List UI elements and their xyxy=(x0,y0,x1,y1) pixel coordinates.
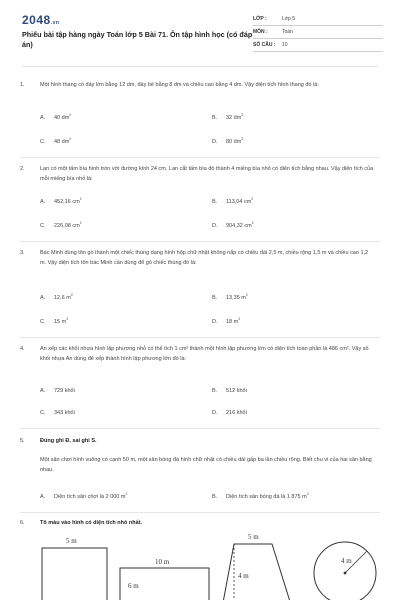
logo-text: 2048 xyxy=(22,13,51,27)
q4-option-a[interactable] xyxy=(40,388,75,394)
option-sup: 2 xyxy=(69,137,72,141)
option-letter: B. xyxy=(212,294,218,301)
question-5-body xyxy=(20,455,380,475)
q2-option-a[interactable] xyxy=(40,197,82,205)
option-letter: A. xyxy=(40,493,46,500)
option-value: 113,04 cm xyxy=(226,198,252,205)
q3-option-a[interactable] xyxy=(40,293,73,301)
q6-figures xyxy=(0,530,400,600)
question-6 xyxy=(20,518,380,528)
option-letter: C. xyxy=(40,318,46,325)
question-divider xyxy=(20,337,380,338)
option-sup: 2 xyxy=(66,317,69,321)
trapezoid-height-label: 4 m xyxy=(238,572,249,580)
question-heading: Tô màu vào hình có diện tích nhỏ nhất. xyxy=(40,520,143,526)
rectangle-length-label: 10 m xyxy=(155,558,170,566)
square-side-label: 5 m xyxy=(66,537,77,545)
question-number: 4. xyxy=(20,346,25,352)
q1-option-a[interactable] xyxy=(40,113,71,121)
option-sup: 2 xyxy=(69,113,72,117)
trapezoid-top-label: 5 m xyxy=(248,533,259,541)
option-letter: D. xyxy=(212,222,218,229)
q2-option-d[interactable] xyxy=(212,221,254,229)
option-letter: D. xyxy=(212,138,218,145)
option-value: 729 khối xyxy=(54,388,75,394)
option-letter: C. xyxy=(40,410,46,416)
option-value: 216 khối xyxy=(226,410,247,416)
q1-option-d[interactable] xyxy=(212,137,243,145)
question-divider xyxy=(20,241,380,242)
q4-option-c[interactable] xyxy=(40,410,75,416)
question-text: Lan có một tấm bìa hình tròn với đường kính 24 cm. Lan cắt tấm bìa đó thành 4 miếng bìa nhỏ có diện tích bằng nhau. Vậy diện tích của mỗi miếng bìa nhỏ là: xyxy=(40,166,374,182)
question-divider xyxy=(20,512,380,513)
option-letter: A. xyxy=(40,388,46,394)
question-4 xyxy=(20,344,380,364)
meta-label: SỐ CÂU : xyxy=(253,42,276,48)
meta-row-class xyxy=(253,13,383,26)
site-logo[interactable] xyxy=(22,13,59,27)
option-sup: 2 xyxy=(125,492,128,496)
option-value: 48 dm xyxy=(54,138,70,145)
option-letter: A. xyxy=(40,198,46,205)
option-letter: A. xyxy=(40,294,46,301)
q2-option-c[interactable] xyxy=(40,221,82,229)
question-2 xyxy=(20,164,380,184)
question-heading: Đúng ghi Đ, sai ghi S. xyxy=(40,438,97,444)
option-letter: D. xyxy=(212,318,218,325)
option-sup: 2 xyxy=(79,221,82,225)
q4-option-b[interactable] xyxy=(212,388,247,394)
option-value: 226,08 cm xyxy=(54,222,80,229)
q5-statement-b[interactable] xyxy=(212,492,309,500)
question-number: 6. xyxy=(20,520,25,526)
q1-option-b[interactable] xyxy=(212,113,243,121)
meta-label: MÔN : xyxy=(253,29,268,35)
q3-option-d[interactable] xyxy=(212,317,240,325)
option-sup: 2 xyxy=(241,137,244,141)
q3-option-c[interactable] xyxy=(40,317,68,325)
meta-row-question-count xyxy=(253,39,383,52)
question-number: 5. xyxy=(20,438,25,444)
question-text: An xếp các khối nhựa hình lập phương nhỏ có thể tích 1 cm³ thành một hình lập phương lớn có diện tích toàn phần là 486 cm². Vậy số khối nhựa An dùng để xếp thành hình lập phương lớn đó là: xyxy=(40,346,369,362)
question-divider xyxy=(20,157,380,158)
option-sup: 2 xyxy=(241,113,244,117)
circle-shape[interactable] xyxy=(314,542,376,600)
circle-radius-label: 4 m xyxy=(341,557,352,565)
question-5 xyxy=(20,436,380,446)
question-text: Bác Minh dùng tôn gò thành một chiếc thùng dạng hình hộp chữ nhật không nắp có chiều dài 2,5 m, chiều rộng 1,5 m và chiều cao 1,2 m. Vậy diện tích tôn bác Minh cần dùng để gò chiếc thùng đó là: xyxy=(40,250,369,266)
rectangle-shape[interactable] xyxy=(120,558,209,600)
square-shape[interactable] xyxy=(42,537,107,600)
worksheet-title: Phiếu bài tập hàng ngày Toán lớp 5 Bài 71. Ôn tập hình học (có đáp án) xyxy=(22,30,253,49)
option-letter: C. xyxy=(40,138,46,145)
question-3 xyxy=(20,248,380,268)
header-divider xyxy=(22,66,378,67)
worksheet-header xyxy=(0,0,400,64)
option-sup: 2 xyxy=(238,317,241,321)
option-sup: 2 xyxy=(306,492,309,496)
option-value: 80 dm xyxy=(226,138,242,145)
option-letter: B. xyxy=(212,198,218,205)
q5-statement-a[interactable] xyxy=(40,492,127,500)
option-letter: C. xyxy=(40,222,46,229)
shapes-figure xyxy=(0,530,400,600)
option-sup: 2 xyxy=(251,197,254,201)
question-1 xyxy=(20,80,380,90)
meta-value: Toán xyxy=(282,29,293,35)
option-sup: 2 xyxy=(70,293,73,297)
meta-row-subject xyxy=(253,26,383,39)
option-value: 904,32 cm xyxy=(226,222,252,229)
question-divider xyxy=(20,428,380,429)
option-value: 343 khối xyxy=(54,410,75,416)
question-text: Một hình thang có đáy lớn bằng 12 dm, đáy bé bằng 8 dm và chiều cao bằng 4 dm. Vậy diện tích hình thang đó là: xyxy=(40,82,319,88)
option-value: 18 m xyxy=(226,318,239,325)
option-value: 452,16 cm xyxy=(54,198,80,205)
option-letter: B. xyxy=(212,493,218,500)
q2-option-b[interactable] xyxy=(212,197,253,205)
option-sup: 2 xyxy=(245,293,248,297)
option-letter: B. xyxy=(212,388,218,394)
trapezoid-shape[interactable] xyxy=(222,533,292,600)
logo-suffix: .vn xyxy=(50,20,60,26)
worksheet-meta xyxy=(253,13,383,52)
option-value: 13,35 m xyxy=(226,294,246,301)
option-letter: A. xyxy=(40,114,46,121)
option-value: 40 dm xyxy=(54,114,70,121)
option-letter: B. xyxy=(212,114,218,121)
option-value: 12,6 m xyxy=(54,294,71,301)
question-number: 3. xyxy=(20,250,25,256)
q4-option-d[interactable] xyxy=(212,410,247,416)
question-number: 2. xyxy=(20,166,25,172)
option-value: Diện tích sân bóng đá là 1 875 m xyxy=(226,493,307,500)
option-value: 32 dm xyxy=(226,114,242,121)
option-value: 512 khối xyxy=(226,388,247,394)
option-value: 15 m xyxy=(54,318,67,325)
question-number: 1. xyxy=(20,82,25,88)
option-sup: 2 xyxy=(251,221,254,225)
rectangle-width-label: 6 m xyxy=(128,582,139,590)
question-text: Một sân chơi hình vuông có cạnh 50 m, một sân bóng đá hình chữ nhật có chiều dài gấp ba lần chiều rộng. Biết chu vi của hai sân bằng nhau. xyxy=(40,457,372,473)
meta-label: LỚP : xyxy=(253,16,267,22)
option-letter: D. xyxy=(212,410,218,416)
option-sup: 2 xyxy=(79,197,82,201)
q3-option-b[interactable] xyxy=(212,293,248,301)
option-value: Diện tích sân chơi là 2 000 m xyxy=(54,493,126,500)
meta-value: 10 xyxy=(282,42,288,48)
q1-option-c[interactable] xyxy=(40,137,71,145)
meta-value: Lớp 5 xyxy=(282,16,296,22)
